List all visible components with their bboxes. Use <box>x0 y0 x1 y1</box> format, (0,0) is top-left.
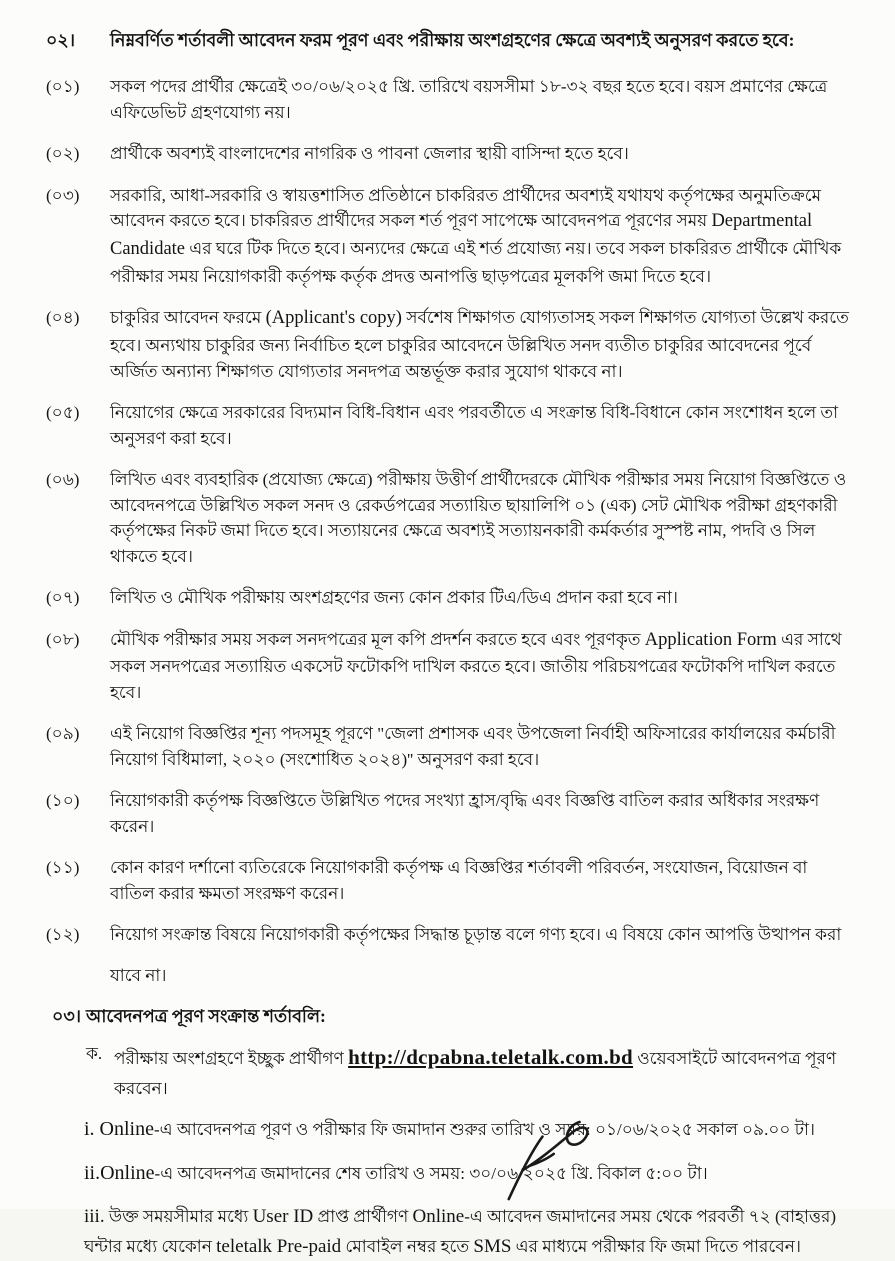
item-text: নিয়োগ সংক্রান্ত বিষয়ে নিয়োগকারী কর্তৃপক্ষের সিদ্ধান্ত চূড়ান্ত বলে গণ্য হবে। এ বিষয়ে কোন আপত্তি উত্থাপন করা যাবে না। <box>110 922 855 988</box>
term-item-03 <box>46 183 855 290</box>
item-number: (১২) <box>46 925 80 945</box>
website-url: http://dcpabna.teletalk.com.bd <box>348 1045 634 1070</box>
item-text: লিখিত ও মৌখিক পরীক্ষায় অংশগ্রহণের জন্য কোন প্রকার টিএ/ডিএ প্রদান করা হবে না। <box>110 588 679 608</box>
section-03-header <box>52 1004 855 1033</box>
section-03-number: ০৩। <box>52 1006 82 1027</box>
term-item-02 <box>46 141 855 167</box>
item-number: (০৫) <box>46 403 80 423</box>
term-item-05 <box>46 400 855 451</box>
clause-ka-text: পরীক্ষায় অংশগ্রহণে ইচ্ছুক প্রার্থীগণ http://dcpabna.teletalk.com.bd ওয়েবসাইটে আবেদনপত্র পূরণ করবেন। <box>114 1045 837 1099</box>
item-number: (০৩) <box>46 185 80 205</box>
clause-ka-marker: ক. <box>86 1044 103 1064</box>
term-item-06 <box>46 467 855 569</box>
item-text: মৌখিক পরীক্ষার সময় সকল সনদপত্রের মূল কপি প্রদর্শন করতে হবে এবং পূরণকৃত Application Form এর সাথে সকল সনদপত্রের সত্যায়িত একসেট ফটোকপি দাখিল করতে হবে। জাতীয় পরিচয়পত্রের ফটোকপি দাখিল করতে হবে। <box>110 629 842 702</box>
item-number: (০৮) <box>46 629 80 649</box>
item-number: (০২) <box>46 144 80 164</box>
term-item-01 <box>46 74 855 125</box>
item-number: (০১) <box>46 77 80 97</box>
term-item-12 <box>46 922 855 988</box>
item-number: (১১) <box>46 858 80 878</box>
handwritten-signature-icon <box>492 1112 612 1204</box>
item-text-continued: যাবে না। <box>110 965 167 985</box>
clause-ka <box>86 1040 855 1103</box>
item-text: নিয়োগকারী কর্তৃপক্ষ বিজ্ঞপ্তিতে উল্লিখিত পদের সংখ্যা হ্রাস/বৃদ্ধি এবং বিজ্ঞপ্তি বাতিল করার অধিকার সংরক্ষণ করেন। <box>110 791 820 836</box>
section-02-number: ০২। <box>46 30 76 50</box>
section-02-header <box>46 28 855 53</box>
item-text: প্রার্থীকে অবশ্যই বাংলাদেশের নাগরিক ও পাবনা জেলার স্থায়ী বাসিন্দা হতে হবে। <box>110 144 629 164</box>
item-text: চাকুরির আবেদন ফরমে (Applicant's copy) সর্বশেষ শিক্ষাগত যোগ্যতাসহ সকল শিক্ষাগত যোগ্যতা উল্লেখ করতে হবে। অন্যথায় চাকুরির জন্য নির্বাচিত হলে চাকুরির আবেদনে উল্লিখিত সনদ ব্যতীত চাকুরির আবেদনের পূর্বে অর্জিত অন্যান্য শিক্ষাগত যোগ্যতার সনদপত্র অন্তর্ভূক্ত করার সুযোগ থাকবে না। <box>110 308 849 381</box>
term-item-09 <box>46 721 855 772</box>
item-text: এই নিয়োগ বিজ্ঞপ্তির শূন্য পদসমূহ পূরণে "জেলা প্রশাসক এবং উপজেলা নির্বাহী অফিসারের কার্যালয়ের কর্মচারী নিয়োগ বিধিমালা, ২০২০ (সংশোধিত ২০২৪)'' অনুসরণ করা হবে। <box>110 724 836 769</box>
item-text: কোন কারণ দর্শানো ব্যতিরেকে নিয়োগকারী কর্তৃপক্ষ এ বিজ্ঞপ্তির শর্তাবলী পরিবর্তন, সংযোজন, বিয়োজন বা বাতিল করার ক্ষমতা সংরক্ষণ করেন। <box>110 858 808 903</box>
online-step-ii: ii.Online-এ আবেদনপত্র জমাদানের শেষ তারিখ ও সময়: ৩০/০৬/২০২৫ খ্রি. বিকাল ৫:০০ টা। <box>84 1162 708 1185</box>
item-number: (০৯) <box>46 724 80 744</box>
item-text: সকল পদের প্রার্থীর ক্ষেত্রেই ৩০/০৬/২০২৫ খ্রি. তারিখে বয়সসীমা ১৮-৩২ বছর হতে হবে। বয়স প্রমাণের ক্ষেত্রে এফিডেভিট গ্রহণযোগ্য নয়। <box>110 77 828 122</box>
item-number: (০৪) <box>46 308 80 328</box>
online-step-iii: iii. উক্ত সময়সীমার মধ্যে User ID প্রাপ্ত প্রার্থীগণ Online-এ আবেদন জমাদানের সময় থেকে পরবর্তী ৭২ (বাহাত্তর) ঘন্টার মধ্যে যেকোন teletalk Pre-paid মোবাইল নম্বর হতে SMS এর মাধ্যমে পরীক্ষার ফি জমা দিতে পারবেন। <box>84 1206 837 1257</box>
term-item-10 <box>46 788 855 839</box>
item-number: (১০) <box>46 791 80 811</box>
term-item-04 <box>46 305 855 384</box>
item-text: লিখিত এবং ব্যবহারিক (প্রযোজ্য ক্ষেত্রে) পরীক্ষায় উত্তীর্ণ প্রার্থীদেরকে মৌখিক পরীক্ষার সময় নিয়োগ বিজ্ঞপ্তিতে ও আবেদনপত্রে উল্লিখিত সকল সনদ ও রেকর্ডপত্রের সত্যায়িত ছায়ালিপি ০১ (এক) সেট মৌখিক পরীক্ষা গ্রহণকারী কর্তৃপক্ষের নিকট জমা দিতে হবে। সত্যায়নের ক্ষেত্রে অবশ্যই সত্যায়নকারী কর্মকর্তার সুস্পষ্ট নাম, পদবি ও সিল থাকতে হবে। <box>110 470 847 566</box>
item-text: সরকারি, আধা-সরকারি ও স্বায়ত্তশাসিত প্রতিষ্ঠানে চাকরিরত প্রার্থীদের অবশ্যই যথাযথ কর্তৃপক্ষের অনুমতিক্রমে আবেদন করতে হবে। চাকরিরত প্রার্থীদের সকল শর্ত পূরণ সাপেক্ষে আবেদনপত্র পূরণের সময় Departmental Candidate এর ঘরে টিক দিতে হবে। অন্যদের ক্ষেত্রে এই শর্ত প্রযোজ্য নয়। তবে সকল চাকরিরত প্রার্থীকে মৌখিক পরীক্ষার সময় নিয়োগকারী কর্তৃপক্ষ কর্তৃক প্রদত্ত অনাপত্তি ছাড়পত্রের মূলকপি জমা দিতে হবে। <box>110 185 842 286</box>
online-step-i: i. Online-এ আবেদনপত্র পূরণ ও পরীক্ষার ফি জমাদান শুরুর তারিখ ও সময়: ০১/০৬/২০২৫ সকাল ০৯.০০ টা। <box>84 1118 815 1141</box>
item-text: নিয়োগের ক্ষেত্রে সরকারের বিদ্যমান বিধি-বিধান এবং পরবর্তীতে এ সংক্রান্ত বিধি-বিধানে কোন সংশোধন হলে তা অনুসরণ করা হবে। <box>110 403 839 448</box>
section-03-heading: আবেদনপত্র পূরণ সংক্রান্ত শর্তাবলি: <box>86 1006 326 1027</box>
section-02-heading: নিম্নবর্ণিত শর্তাবলী আবেদন ফরম পূরণ এবং পরীক্ষায় অংশগ্রহণের ক্ষেত্রে অবশ্যই অনুসরণ করতে হবে: <box>110 30 795 50</box>
term-item-08 <box>46 627 855 706</box>
term-item-07 <box>46 585 855 611</box>
term-item-11 <box>46 855 855 906</box>
item-number: (০৭) <box>46 588 80 608</box>
item-number: (০৬) <box>46 470 80 490</box>
